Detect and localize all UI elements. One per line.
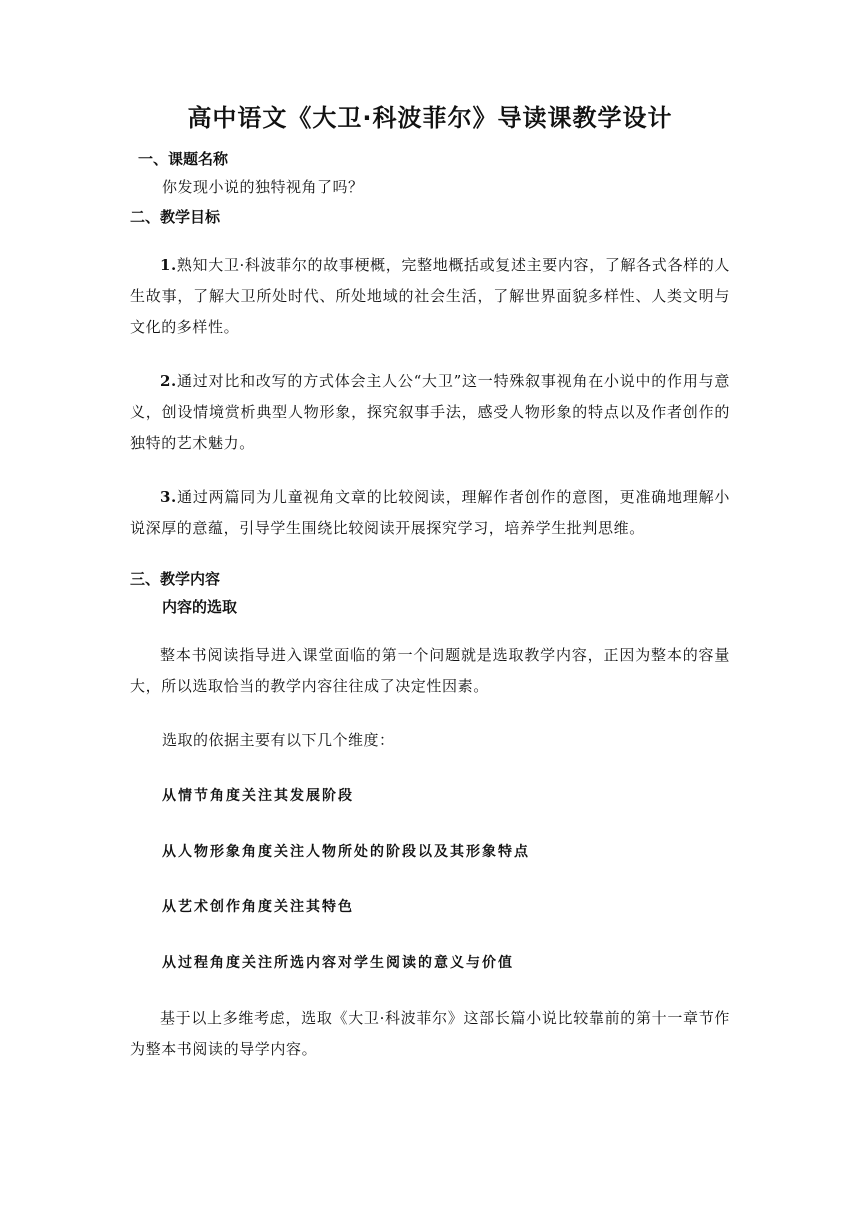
goal-number: 2. (160, 372, 177, 390)
dimension-item: 从艺术创作角度关注其特色 (162, 899, 354, 915)
dimension-item: 从情节角度关注其发展阶段 (162, 788, 354, 804)
section-heading-topic: 一、课题名称 (138, 150, 229, 168)
subheading-content-selection: 内容的选取 (162, 598, 238, 616)
goal-text: 熟知大卫·科波菲尔的故事梗概，完整地概括或复述主要内容，了解各式各样的人生故事，了解大卫所处时代、所处地域的社会生活，了解世界面貌多样性、人类文明与文化的多样性。 (130, 256, 730, 336)
goal-number: 3. (160, 488, 177, 506)
goal-number: 1. (160, 256, 177, 274)
goal-paragraph-2 (130, 366, 730, 459)
section-heading-content: 三、教学内容 (130, 570, 221, 588)
content-paragraph-3: 基于以上多维考虑，选取《大卫·科波菲尔》这部长篇小说比较靠前的第十一章节作为整本书阅读的导学内容。 (130, 1009, 730, 1058)
content-paragraph-1: 整本书阅读指导进入课堂面临的第一个问题就是选取教学内容，正因为整本的容量大，所以选取恰当的教学内容往往成了决定性因素。 (130, 646, 730, 695)
dimension-item: 从人物形象角度关注人物所处的阶段以及其形象特点 (162, 844, 530, 860)
goal-text: 通过对比和改写的方式体会主人公“大卫”这一特殊叙事视角在小说中的作用与意义，创设情境赏析典型人物形象，探究叙事手法，感受人物形象的特点以及作者创作的独特的艺术魅力。 (130, 372, 730, 452)
document-title: 高中语文《大卫·科波菲尔》导读课教学设计 (187, 104, 673, 132)
goal-paragraph-3 (130, 482, 730, 544)
topic-name-text: 你发现小说的独特视角了吗？ (162, 178, 364, 196)
dimension-item: 从过程角度关注所选内容对学生阅读的意义与价值 (162, 955, 514, 971)
goal-text: 通过两篇同为儿童视角文章的比较阅读，理解作者创作的意图，更准确地理解小说深厚的意蕴，引导学生围绕比较阅读开展探究学习，培养学生批判思维。 (130, 488, 730, 537)
section-heading-goals: 二、教学目标 (130, 208, 221, 226)
content-paragraph-2: 选取的依据主要有以下几个维度： (162, 731, 395, 749)
goal-paragraph-1 (130, 250, 730, 343)
